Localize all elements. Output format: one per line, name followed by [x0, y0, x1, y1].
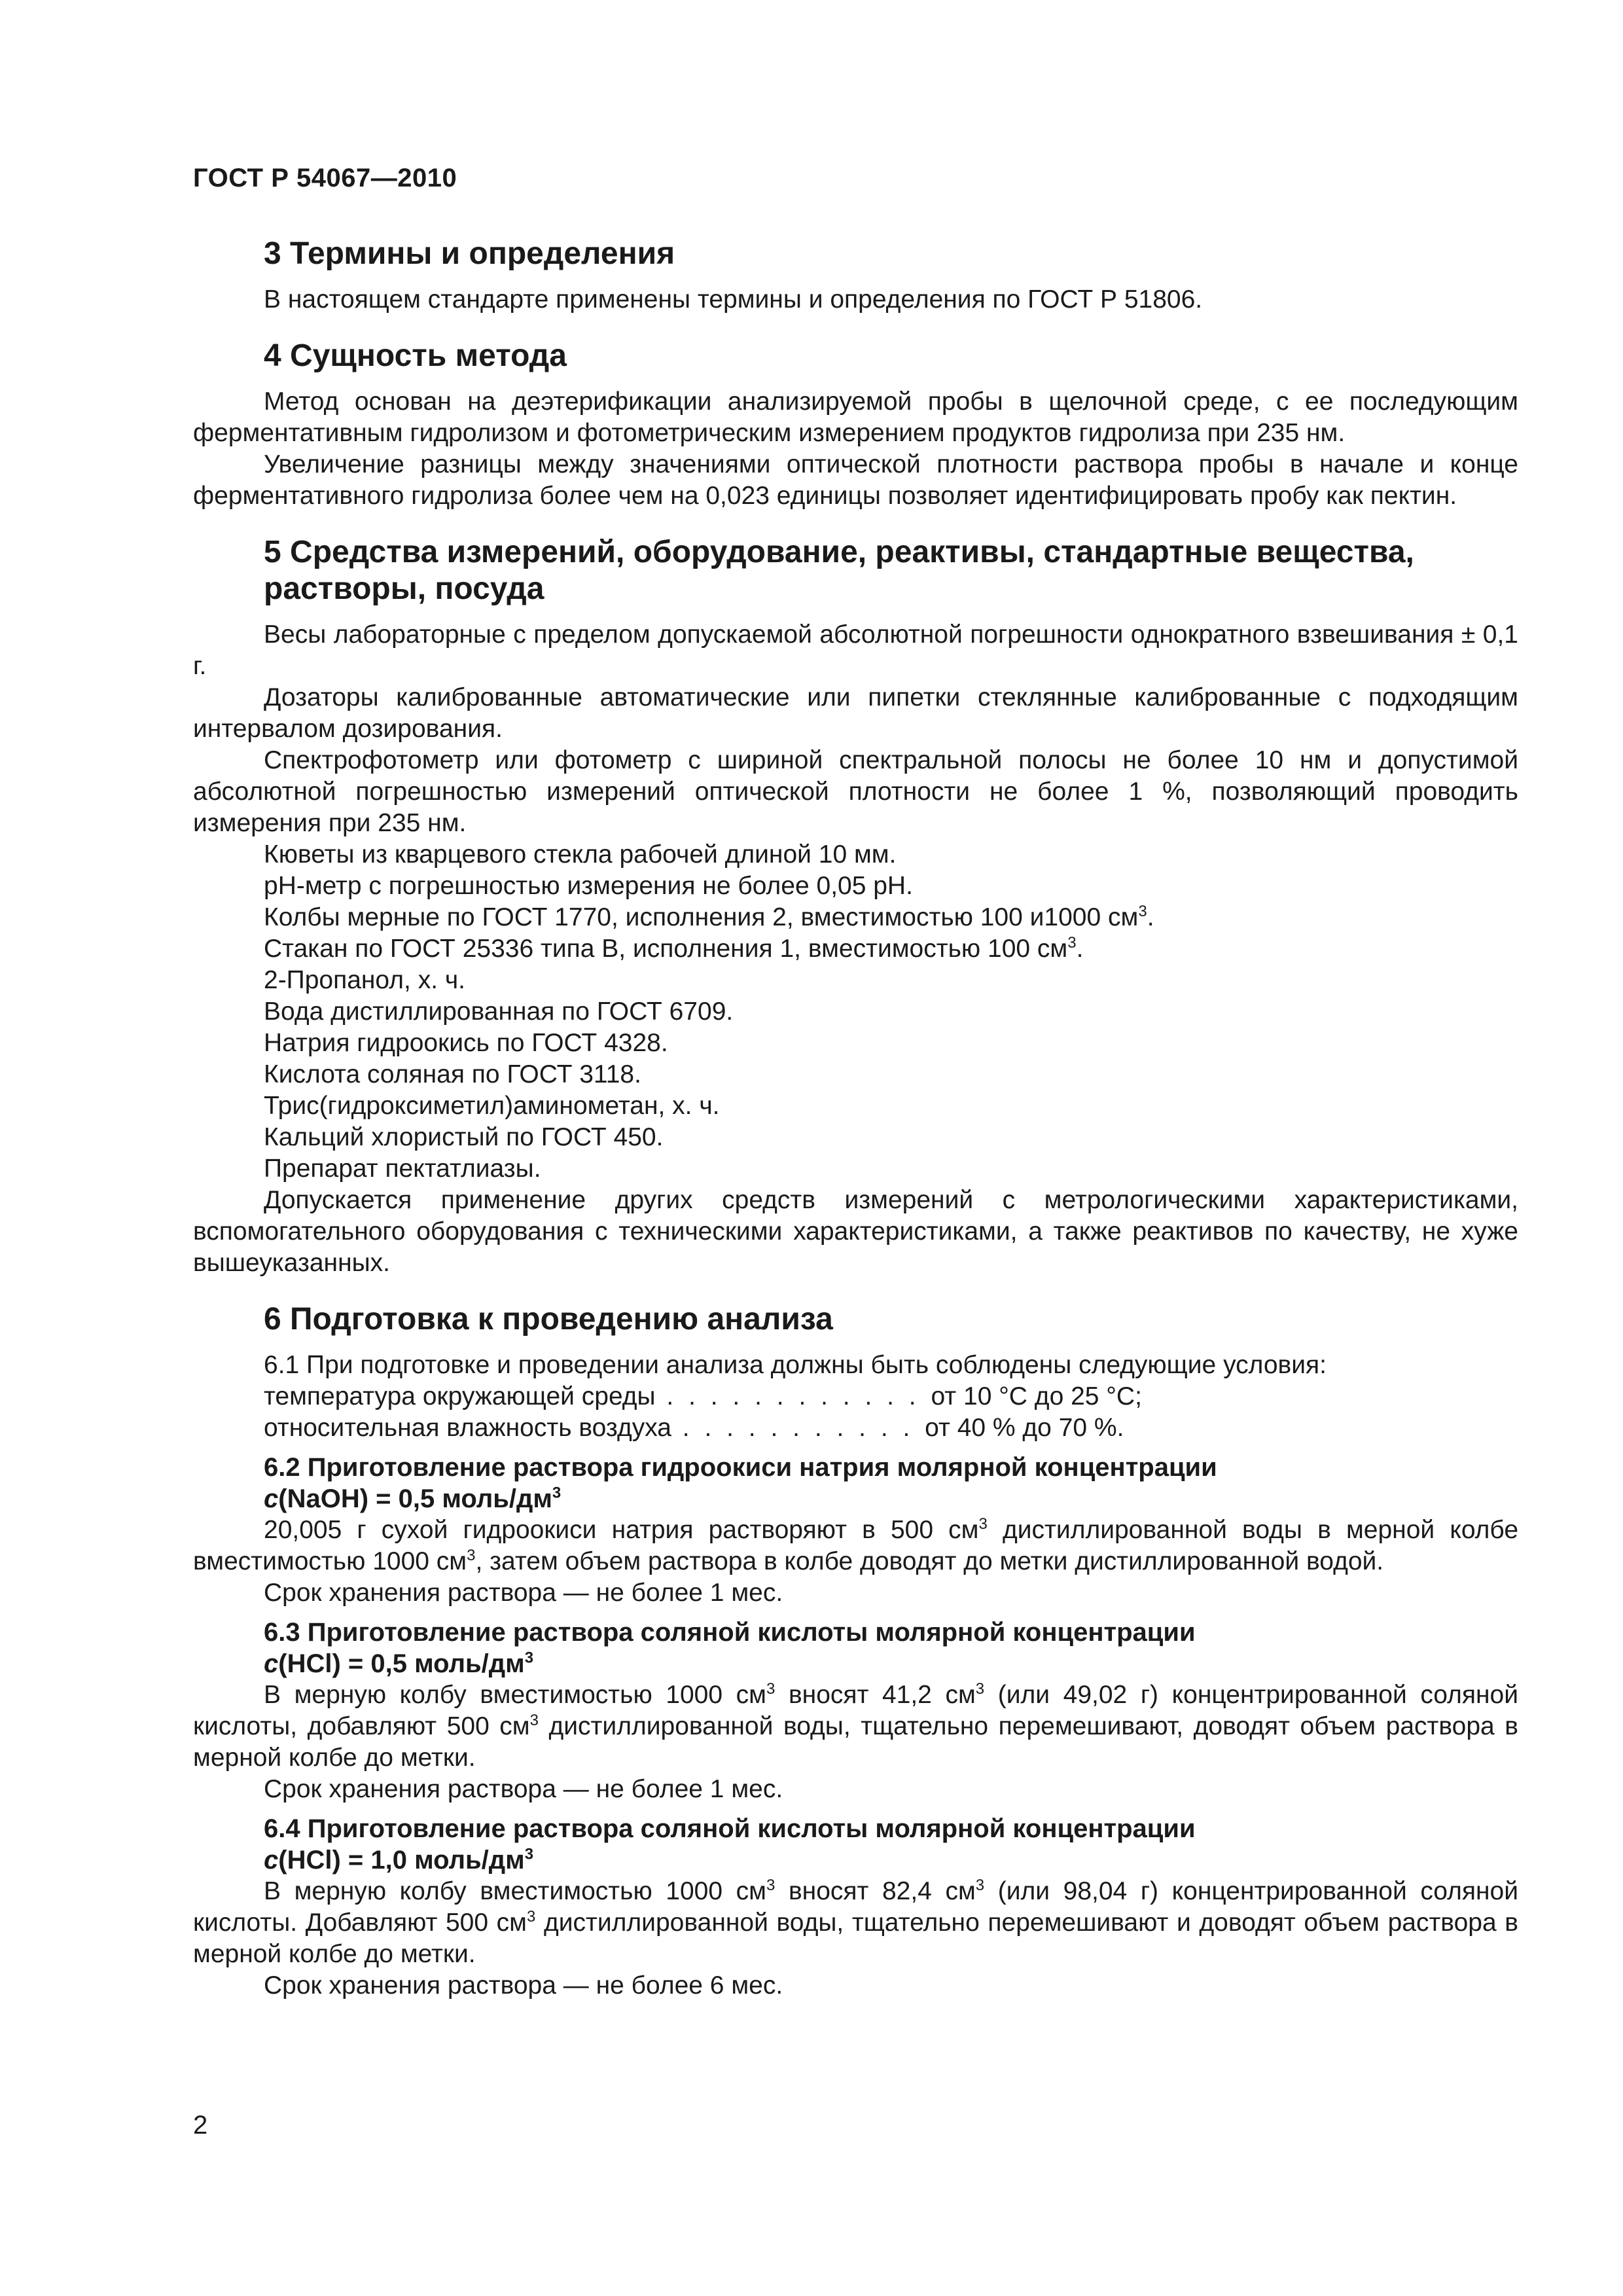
paragraph: Колбы мерные по ГОСТ 1770, исполнения 2, вместимостью 100 и1000 $см^3$.	[264, 903, 1154, 931]
subsection-formula: c(HCl) = 1,0 моль/$дм^3$	[264, 1845, 534, 1874]
paragraph: 2-Пропанол, х. ч.	[264, 966, 466, 994]
document-header: ГОСТ Р 54067—2010	[193, 164, 457, 192]
subsection-title: 6.3 Приготовление раствора соляной кислоты молярной концентрации	[264, 1618, 1196, 1647]
paragraph: В настоящем стандарте применены термины и определения по ГОСТ Р 51806.	[264, 285, 1203, 314]
section-6	[193, 1301, 1518, 2001]
paragraph: В мерную колбу вместимостью 1000 $см^3$ вносят 41,2 $см^3$ (или 49,02 г) концентрированной соляной кислоты, добавляют 500 $см^3$ дистиллированной воды, тщательно перемешивают, доводят объем раствора в мерной колбе до метки.	[193, 1680, 1518, 1772]
paragraph: Срок хранения раствора — не более 1 мес.	[264, 1775, 783, 1803]
paragraph: Спектрофотометр или фотометр с шириной спектральной полосы не более 10 нм и допустимой абсолютной погрешностью измерений оптической плотности не более 1 %, позволяющий проводить измерения при 235 нм.	[193, 746, 1518, 837]
section-title: 5 Средства измерений, оборудование, реактивы, стандартные вещества, растворы, посуда	[264, 535, 1414, 606]
paragraph: 6.1 При подготовке и проведении анализа должны быть соблюдены следующие условия:	[264, 1351, 1327, 1379]
subsection-formula: c(HCl) = 0,5 моль/$дм^3$	[264, 1649, 534, 1678]
paragraph: Срок хранения раствора — не более 6 мес.	[264, 1971, 783, 2000]
paragraph: Увеличение разницы между значениями оптической плотности раствора пробы в начале и конце ферментативного гидролиза более чем на 0,023 единицы позволяет идентифицировать пробу как пектин.	[193, 450, 1518, 510]
paragraph: Натрия гидроокись по ГОСТ 4328.	[264, 1029, 668, 1057]
page-number: 2	[193, 2111, 208, 2140]
paragraph: pH-метр с погрешностью измерения не более 0,05 pH.	[264, 872, 913, 900]
subsection-formula: c(NaOH) = 0,5 моль/$дм^3$	[264, 1484, 562, 1513]
paragraph: Препарат пектатлиазы.	[264, 1155, 541, 1183]
section-5	[193, 534, 1518, 1279]
section-4	[193, 338, 1518, 512]
paragraph: Метод основан на деэтерификации анализируемой пробы в щелочной среде, с ее последующим ферментативным гидролизом и фотометрическим измерением продуктов гидролиза при 235 нм.	[193, 387, 1518, 447]
paragraph: Срок хранения раствора — не более 1 мес.	[264, 1579, 783, 1607]
section-3	[193, 236, 1518, 315]
paragraph: Кальций хлористый по ГОСТ 450.	[264, 1123, 664, 1151]
paragraph: Кюветы из кварцевого стекла рабочей длиной 10 мм.	[264, 840, 897, 869]
paragraph: Допускается применение других средств измерений с метрологическими характеристиками, вспомогательного оборудования с техническими характеристиками, а также реактивов по качеству, не хуже вышеуказанных.	[193, 1186, 1518, 1277]
paragraph: 20,005 г сухой гидроокиси натрия растворяют в 500 $см^3$ дистиллированной воды в мерной колбе вместимостью 1000 $см^3$, затем объем раствора в колбе доводят до метки дистиллированной водой.	[193, 1515, 1519, 1575]
condition-temperature: температура окружающей среды . . . . . . . . . . . . от 10 °С до 25 °С;	[264, 1382, 1142, 1410]
paragraph: Вода дистиллированная по ГОСТ 6709.	[264, 997, 734, 1026]
subsection-title: 6.4 Приготовление раствора соляной кислоты молярной концентрации	[264, 1814, 1196, 1843]
paragraph: Стакан по ГОСТ 25336 типа В, исполнения 1, вместимостью 100 $см^3$.	[264, 934, 1084, 963]
document-body	[193, 236, 1518, 2001]
section-title: 6 Подготовка к проведению анализа	[264, 1302, 833, 1336]
section-title: 4 Сущность метода	[264, 338, 567, 373]
section-title: 3 Термины и определения	[264, 236, 675, 271]
paragraph: В мерную колбу вместимостью 1000 $см^3$ вносят 82,4 $см^3$ (или 98,04 г) концентрированной соляной кислоты. Добавляют 500 $см^3$ дистиллированной воды, тщательно перемешивают и доводят объем раствора в мерной колбе до метки.	[193, 1876, 1519, 1968]
paragraph: Дозаторы калиброванные автоматические или пипетки стеклянные калиброванные с подходящим интервалом дозирования.	[193, 683, 1518, 743]
paragraph: Трис(гидроксиметил)аминометан, х. ч.	[264, 1092, 720, 1120]
paragraph: Кислота соляная по ГОСТ 3118.	[264, 1060, 641, 1088]
paragraph: Весы лабораторные с пределом допускаемой абсолютной погрешности однократного взвешивания ± 0,1 г.	[193, 620, 1518, 680]
condition-humidity: относительная влажность воздуха . . . . . . . . . . . от 40 % до 70 %.	[264, 1414, 1124, 1442]
subsection-title: 6.2 Приготовление раствора гидроокиси натрия молярной концентрации	[264, 1453, 1217, 1482]
